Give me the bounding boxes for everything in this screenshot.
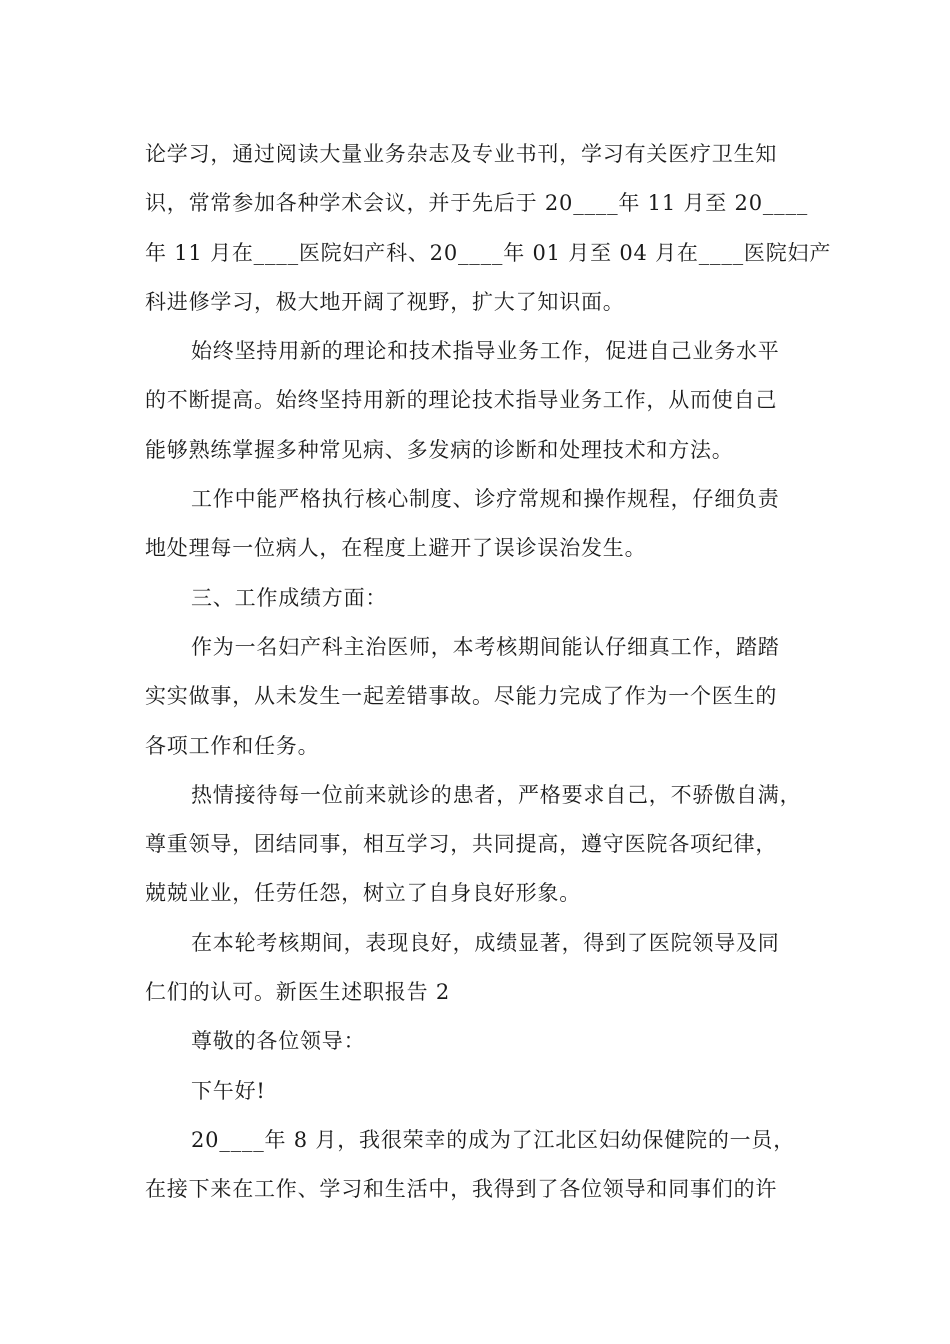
section-heading: 三、工作成绩方面： <box>191 585 388 610</box>
text-line: 兢兢业业，任劳任怨，树立了自身良好形象。 <box>145 881 581 906</box>
text-line: 仁们的认可。新医生述职报告 2 <box>145 980 451 1005</box>
text-line: 能够熟练掌握多种常见病、多发病的诊断和处理技术和方法。 <box>145 437 734 462</box>
paragraph-first-line: 在本轮考核期间，表现良好，成绩显著，得到了医院领导及同 <box>191 930 780 955</box>
text-line: 年 11 月在____医院妇产科、20____年 01 月至 04 月在____医院妇产 <box>145 240 832 265</box>
paragraph-first-line: 作为一名妇产科主治医师，本考核期间能认仔细真工作，踏踏 <box>191 634 780 659</box>
text-line: 地处理每一位病人，在程度上避开了误诊误治发生。 <box>145 536 647 561</box>
text-line: 论学习，通过阅读大量业务杂志及专业书刊，学习有关医疗卫生知 <box>145 142 778 166</box>
text-line: 在接下来在工作、学习和生活中，我得到了各位领导和同事们的许 <box>145 1177 778 1202</box>
salutation: 尊敬的各位领导： <box>191 1029 366 1054</box>
text-line: 科进修学习，极大地开阔了视野，扩大了知识面。 <box>145 289 625 314</box>
paragraph-first-line: 热情接待每一位前来就诊的患者，严格要求自己，不骄傲自满， <box>191 782 802 807</box>
text-line: 识，常常参加各种学术会议，并于先后于 20____年 11 月至 20____ <box>145 191 809 216</box>
paragraph-first-line: 工作中能严格执行核心制度、诊疗常规和操作规程，仔细负责 <box>191 487 780 512</box>
text-line: 各项工作和任务。 <box>145 733 320 758</box>
text-line: 的不断提高。始终坚持用新的理论技术指导业务工作，从而使自己 <box>145 388 778 413</box>
paragraph-first-line: 始终坚持用新的理论和技术指导业务工作，促进自己业务水平 <box>191 339 780 364</box>
greeting: 下午好! <box>191 1078 266 1103</box>
paragraph-first-line: 20____年 8 月，我很荣幸的成为了江北区妇幼保健院的一员， <box>191 1127 796 1152</box>
text-line: 实实做事，从未发生一起差错事故。尽能力完成了作为一个医生的 <box>145 684 778 709</box>
text-line: 尊重领导，团结同事，相互学习，共同提高，遵守医院各项纪律， <box>145 832 778 857</box>
document-body <box>145 130 832 1215</box>
